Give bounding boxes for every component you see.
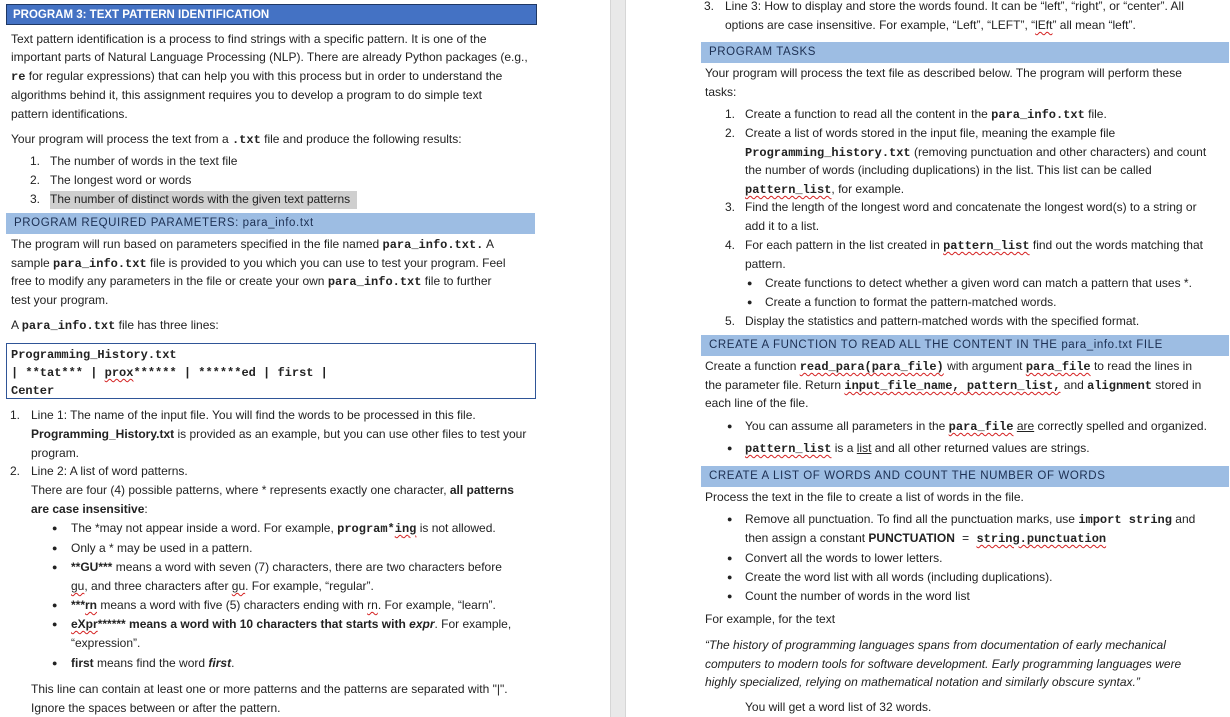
- re-code: re: [11, 70, 26, 84]
- has-lines-b: file has three lines:: [115, 318, 219, 332]
- t4-b: find out the words matching that: [1029, 238, 1203, 252]
- params-l2-a: sample: [11, 256, 54, 270]
- bullet-icon: ●: [727, 421, 733, 431]
- results-text: The longest word or words: [50, 173, 192, 187]
- b6-b: .: [231, 656, 235, 670]
- process-line: [11, 130, 462, 149]
- pattern-rule-5-b: “expression”.: [71, 636, 141, 650]
- b6-bold: first: [71, 656, 94, 670]
- bullet-icon: ●: [747, 297, 753, 307]
- line2-c-rest: :: [144, 502, 148, 516]
- tasks-intro-1: Your program will process the text file as described below. The program will perform these: [705, 66, 1182, 80]
- b1-code-sq: ing: [394, 522, 417, 536]
- task2-num: 2.: [724, 126, 735, 140]
- b4-c: . For example, “learn”.: [377, 598, 496, 612]
- quote-line-2: computers to modern tools for software development. Early programming languages were: [705, 657, 1182, 671]
- task-4-bullet-1: Create functions to detect whether a given word can match a pattern that uses *.: [765, 276, 1192, 290]
- read-b2-a: is a: [831, 441, 857, 455]
- has-lines-code: para_info.txt: [21, 319, 116, 333]
- w1-a: Remove all punctuation. To find all the punctuation marks, use: [745, 512, 1079, 526]
- line2-text: Line 2: A list of word patterns.: [31, 464, 188, 478]
- line2-b-bold: all patterns: [449, 483, 514, 497]
- pattern-rule-1: [71, 519, 496, 538]
- read-b2-code: pattern_list: [745, 442, 832, 456]
- read-b1-code: para_file: [948, 420, 1014, 434]
- line1-text-c: program.: [31, 446, 80, 460]
- intro-line-1: Text pattern identification is a process to find strings with a specific pattern. It is one of the: [11, 32, 487, 46]
- read-l2-code2: alignment: [1087, 379, 1152, 393]
- code-line-3: Center: [11, 384, 55, 398]
- task-4-bullet-2: Create a function to format the pattern-matched words.: [765, 295, 1057, 309]
- w1-l2-mono: =: [954, 532, 977, 546]
- txt-code: .txt: [231, 133, 261, 147]
- separator-line-1: This line can contain at least one or more patterns and the patterns are separated with "|".: [31, 682, 508, 696]
- intro-line-5: pattern identifications.: [11, 107, 128, 121]
- bullet-icon: ●: [52, 619, 58, 629]
- b3-l2-b: . For example, “regular”.: [245, 579, 374, 593]
- program-title: PROGRAM 3: TEXT PATTERN IDENTIFICATION: [6, 4, 537, 25]
- read-line-1: [705, 357, 1192, 376]
- line1-bold: Programming_History.txt: [31, 427, 175, 441]
- task-2-c: the number of words (including duplications) in the list. This list can be called: [745, 163, 1152, 177]
- task-5: Display the statistics and pattern-matched words with the specified format.: [745, 314, 1140, 328]
- b4-a: ***: [71, 598, 86, 612]
- line2-c-bold: are case insensitive: [31, 502, 145, 516]
- pattern-rule-4: [71, 596, 496, 614]
- w1-l2-a: then assign a constant: [745, 531, 869, 545]
- pattern-rule-5: [71, 615, 511, 633]
- read-b1-b: correctly spelled and organized.: [1034, 419, 1207, 433]
- line1-text: Line 1: The name of the input file. You will find the words to be processed in this file.: [31, 408, 476, 422]
- b6-a: means find the word: [93, 656, 209, 670]
- params-line-3: [11, 272, 491, 291]
- read-bullet-2: [745, 439, 1090, 458]
- process-text-b: file and produce the following results:: [260, 132, 462, 146]
- params-line-2: [11, 254, 506, 273]
- line2-b-a: There are four (4) possible patterns, where * represents exactly one character,: [31, 483, 450, 497]
- read-line-2: [705, 376, 1201, 395]
- read-l2-a: the parameter file. Return: [705, 378, 845, 392]
- line1-num: 1.: [9, 408, 20, 422]
- read-l1-b: with argument: [943, 359, 1026, 373]
- read-l1-a: Create a function: [705, 359, 800, 373]
- separator-line-2: Ignore the spaces between or after the pattern.: [31, 701, 281, 715]
- b3-l2-a: , and three characters after: [84, 579, 232, 593]
- right-page: [626, 0, 1230, 717]
- t1-a: Create a function to read all the content in the: [745, 107, 992, 121]
- t2-l4-code: pattern_list: [745, 183, 832, 197]
- task3-num: 3.: [724, 200, 735, 214]
- b3-bold: **GU***: [71, 560, 113, 574]
- pattern-rule-6: [71, 654, 234, 672]
- t1-code: para_info.txt: [991, 108, 1085, 122]
- intro-line-2: important parts of Natural Language Processing (NLP). There are already Python packages (e.g.,: [11, 50, 528, 64]
- task4-num: 4.: [724, 238, 735, 252]
- left-page: [0, 0, 610, 717]
- read-l2-code: input_file_name, pattern_list,: [844, 379, 1061, 393]
- b5-b: . For example,: [434, 617, 512, 631]
- line3-text: Line 3: How to display and store the words found. It can be “left”, “right”, or “center”. All: [725, 0, 1184, 13]
- b5-a: ****** means a word with 10 characters that starts with: [97, 617, 410, 631]
- line1-text-b: [31, 425, 526, 443]
- l3-b-b: ” all mean “left”.: [1052, 18, 1136, 32]
- params-l2-code: para_info.txt: [53, 257, 147, 271]
- read-b1-a: You can assume all parameters in the: [745, 419, 949, 433]
- bullet-icon: ●: [52, 658, 58, 668]
- words-bullet-1: [745, 510, 1195, 529]
- task-4: [745, 236, 1203, 255]
- t2-code: Programming_history.txt: [745, 146, 911, 160]
- results-text: The number of words in the text file: [50, 154, 238, 168]
- result-line: You will get a word list of 32 words.: [745, 700, 932, 714]
- read-l2-b: and: [1060, 378, 1088, 392]
- line2-text-c: [31, 500, 148, 518]
- has-lines: [11, 316, 219, 335]
- line2-num: 2.: [9, 464, 20, 478]
- task1-num: 1.: [724, 107, 735, 121]
- read-line-3: each line of the file.: [705, 396, 809, 410]
- w1-l2-bold: PUNCTUATION: [868, 531, 955, 545]
- b3-rest: means a word with seven (7) characters, there are two characters before: [112, 560, 502, 574]
- task-4-b: pattern.: [745, 257, 786, 271]
- pattern-rule-3-b: [71, 577, 374, 595]
- quote-line-3: highly specialized, relying on mathematical notation and similarly obscure syntax.”: [705, 675, 1140, 689]
- bullet-icon: ●: [727, 553, 733, 563]
- words-bullet-2: Convert all the words to lower letters.: [745, 551, 943, 565]
- results-text-highlighted: The number of distinct words with the given text patterns: [50, 191, 350, 209]
- tasks-header: PROGRAM TASKS: [701, 42, 1229, 63]
- read-l1-code: read_para(para_file): [799, 360, 944, 374]
- words-bullet-3: Create the word list with all words (including duplications).: [745, 570, 1053, 584]
- line2-text-b: [31, 481, 514, 499]
- b4-sq2: rn: [367, 598, 378, 612]
- params-l3-a: free to modify any parameters in the file or create your own: [11, 274, 328, 288]
- read-l1-c: to read the lines in: [1090, 359, 1193, 373]
- line3-text-b: [725, 16, 1136, 34]
- results-item-2: [30, 171, 191, 189]
- results-num: 3.: [30, 192, 41, 206]
- page-gutter: [610, 0, 626, 717]
- quote-line-1: “The history of programming languages spans from documentation of early mechanical: [705, 638, 1166, 652]
- line1-rest: is provided as an example, but you can use other files to test your: [174, 427, 527, 441]
- results-item-3: [30, 190, 357, 208]
- bullet-icon: ●: [52, 543, 58, 553]
- params-l1-code: para_info.txt.: [382, 238, 484, 252]
- tasks-intro-2: tasks:: [705, 85, 737, 99]
- intro-line-4: algorithms behind it, this assignment requires you to develop a program to do simple text: [11, 88, 482, 102]
- params-l3-b: file to further: [421, 274, 492, 288]
- t2-l4-b: , for example.: [831, 182, 905, 196]
- l3-b-sq: lEft: [1035, 18, 1053, 32]
- b3-sq1: gu: [71, 579, 85, 593]
- params-line-1: [11, 235, 494, 254]
- process-text-a: Your program will process the text from a: [11, 132, 232, 146]
- has-lines-a: A: [11, 318, 22, 332]
- bullet-icon: ●: [727, 514, 733, 524]
- results-item-1: [30, 152, 237, 170]
- b4-b: means a word with five (5) characters ending with: [97, 598, 368, 612]
- read-b1-are: are: [1016, 419, 1035, 433]
- results-num: 1.: [30, 154, 41, 168]
- b6-bi: first: [208, 656, 232, 670]
- word-list-header: CREATE A LIST OF WORDS AND COUNT THE NUMBER OF WORDS: [701, 466, 1229, 487]
- b1-code-a: program*: [337, 522, 395, 536]
- read-b2-b: and all other returned values are strings.: [871, 441, 1090, 455]
- t4-a: For each pattern in the list created in: [745, 238, 944, 252]
- b5-sq: eXpr: [71, 617, 98, 631]
- code-l2-b: ****** | ******ed | first |: [133, 366, 328, 380]
- params-l1-a: The program will run based on parameters specified in the file named: [11, 237, 383, 251]
- bullet-icon: ●: [747, 278, 753, 288]
- t4-code: pattern_list: [943, 239, 1030, 253]
- read-l2-c: stored in: [1151, 378, 1202, 392]
- w1-l2-code: string.punctuation: [976, 532, 1107, 546]
- code-line-1: Programming_History.txt: [11, 348, 177, 362]
- task-2-b: [745, 143, 1206, 162]
- b1-a: The *may not appear inside a word. For example,: [71, 521, 338, 535]
- bullet-icon: ●: [727, 591, 733, 601]
- bullet-icon: ●: [52, 523, 58, 533]
- params-l3-code: para_info.txt: [327, 275, 422, 289]
- b5-bi: expr: [409, 617, 435, 631]
- code-l2-a: | **tat*** |: [11, 366, 105, 380]
- w1-b: and: [1171, 512, 1196, 526]
- for-example: For example, for the text: [705, 612, 836, 626]
- task-3: Find the length of the longest word and concatenate the longest word(s) to a string or: [745, 200, 1197, 214]
- read-function-header: CREATE A FUNCTION TO READ ALL THE CONTENT IN THE para_info.txt FILE: [701, 335, 1229, 356]
- params-l1-b: A: [483, 237, 495, 251]
- task-1: [745, 105, 1107, 124]
- t2-l2-b: (removing punctuation and other characters) and count: [910, 145, 1207, 159]
- t1-b: file.: [1084, 107, 1107, 121]
- words-bullet-4: Count the number of words in the word list: [745, 589, 970, 603]
- pattern-rule-3: [71, 558, 502, 576]
- params-header: PROGRAM REQUIRED PARAMETERS: para_info.txt: [6, 213, 535, 234]
- intro-line-3: [11, 67, 502, 86]
- task-2-d: [745, 180, 904, 199]
- b3-sq2: gu: [231, 579, 246, 593]
- params-line-4: test your program.: [11, 293, 109, 307]
- b4-sq: rn: [85, 598, 98, 612]
- w1-code: import string: [1078, 513, 1172, 527]
- read-l1-code2: para_file: [1025, 360, 1091, 374]
- bullet-icon: ●: [727, 443, 733, 453]
- code-l2-sq: prox: [104, 366, 134, 380]
- words-intro: Process the text in the file to create a list of words in the file.: [705, 490, 1024, 504]
- l3-b-a: options are case insensitive. For example, “Left”, “LEFT”, “: [725, 18, 1036, 32]
- bullet-icon: ●: [727, 572, 733, 582]
- results-num: 2.: [30, 173, 41, 187]
- task-2: Create a list of words stored in the input file, meaning the example file: [745, 126, 1116, 140]
- read-b2-list: list: [856, 441, 872, 455]
- task-3-b: add it to a list.: [745, 219, 820, 233]
- line3-num: 3.: [703, 0, 714, 13]
- pattern-rule-2: Only a * may be used in a pattern.: [71, 541, 253, 555]
- bullet-icon: ●: [52, 600, 58, 610]
- intro-line-3-text: for regular expressions) that can help you with this process but in order to understand the: [28, 69, 503, 83]
- para-info-code-box: [6, 343, 536, 399]
- params-l2-b: file is provided to you which you can use to test your program. Feel: [146, 256, 506, 270]
- b1-b: is not allowed.: [416, 521, 496, 535]
- code-line-2: [11, 364, 531, 382]
- read-bullet-1: [745, 417, 1207, 436]
- bullet-icon: ●: [52, 562, 58, 572]
- b1-code: [337, 522, 416, 536]
- task5-num: 5.: [724, 314, 735, 328]
- words-bullet-1-b: [745, 529, 1106, 548]
